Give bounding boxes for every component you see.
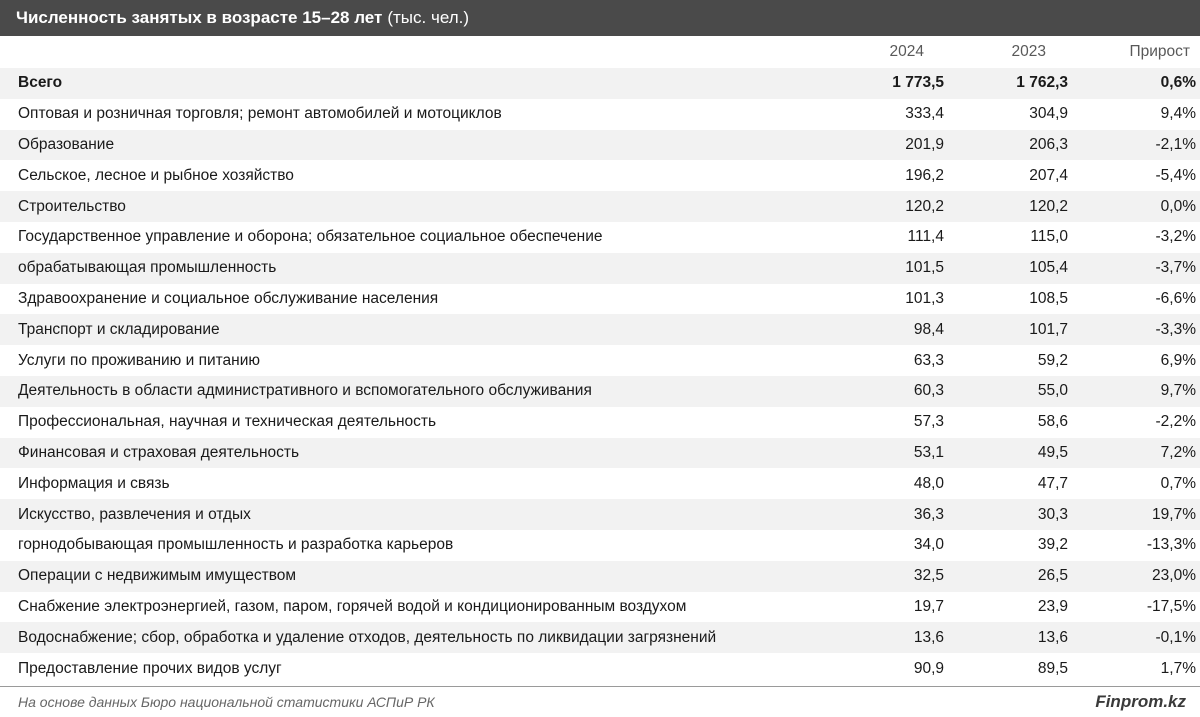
row-label: горнодобывающая промышленность и разработка карьеров xyxy=(18,536,454,554)
table-row xyxy=(0,622,1200,653)
row-label: Здравоохранение и социальное обслуживание населения xyxy=(18,289,439,307)
header-2023: 2023 xyxy=(1011,43,1046,60)
table-body xyxy=(0,68,1200,684)
row-value-2023: 58,6 xyxy=(1037,413,1068,431)
row-label: Транспорт и складирование xyxy=(18,320,220,338)
table-row xyxy=(0,253,1200,284)
row-growth: 7,2% xyxy=(1160,443,1196,461)
row-value-2023: 26,5 xyxy=(1037,567,1068,585)
row-value-2023: 207,4 xyxy=(1029,166,1068,184)
row-label: Искусство, развлечения и отдых xyxy=(18,505,251,523)
title-bar xyxy=(0,0,1200,36)
row-value-2023: 23,9 xyxy=(1037,597,1068,615)
row-label: Государственное управление и оборона; обязательное социальное обеспечение xyxy=(18,228,603,246)
row-growth: 19,7% xyxy=(1152,505,1196,523)
header-row xyxy=(0,36,1200,68)
total-value-2024: 1 773,5 xyxy=(892,74,944,92)
total-label: Всего xyxy=(18,74,63,92)
row-growth: -3,3% xyxy=(1155,320,1196,338)
row-value-2024: 201,9 xyxy=(905,135,944,153)
table-row xyxy=(0,222,1200,253)
row-label: Снабжение электроэнергией, газом, паром, горячей водой и кондиционированным воздухом xyxy=(18,597,687,615)
row-value-2023: 49,5 xyxy=(1037,443,1068,461)
row-value-2023: 39,2 xyxy=(1037,536,1068,554)
table-row xyxy=(0,468,1200,499)
row-label: Деятельность в области административного и вспомогательного обслуживания xyxy=(18,382,592,400)
total-row xyxy=(0,68,1200,99)
row-growth: -3,2% xyxy=(1155,228,1196,246)
table-row xyxy=(0,653,1200,684)
row-value-2023: 105,4 xyxy=(1029,259,1068,277)
row-value-2023: 47,7 xyxy=(1037,474,1068,492)
table-row xyxy=(0,191,1200,222)
row-value-2024: 13,6 xyxy=(913,628,944,646)
row-growth: -2,2% xyxy=(1155,413,1196,431)
row-label: Сельское, лесное и рыбное хозяйство xyxy=(18,166,294,184)
table-unit: (тыс. чел.) xyxy=(387,8,470,27)
row-growth: 23,0% xyxy=(1152,567,1196,585)
header-growth: Прирост xyxy=(1129,43,1190,60)
row-value-2024: 101,3 xyxy=(905,289,944,307)
header-name xyxy=(0,36,820,68)
row-value-2024: 34,0 xyxy=(913,536,944,554)
row-value-2024: 333,4 xyxy=(905,105,944,123)
row-value-2024: 120,2 xyxy=(905,197,944,215)
data-table xyxy=(0,36,1200,684)
row-value-2023: 206,3 xyxy=(1029,135,1068,153)
row-value-2024: 60,3 xyxy=(913,382,944,400)
row-value-2023: 59,2 xyxy=(1037,351,1068,369)
row-value-2023: 101,7 xyxy=(1029,320,1068,338)
table-row xyxy=(0,561,1200,592)
table-row xyxy=(0,376,1200,407)
row-value-2023: 304,9 xyxy=(1029,105,1068,123)
table-row xyxy=(0,499,1200,530)
row-growth: -6,6% xyxy=(1155,289,1196,307)
row-label: Предоставление прочих видов услуг xyxy=(18,659,282,677)
row-growth: -5,4% xyxy=(1155,166,1196,184)
table-row xyxy=(0,592,1200,623)
row-growth: 9,4% xyxy=(1160,105,1196,123)
table-row xyxy=(0,530,1200,561)
row-value-2023: 120,2 xyxy=(1029,197,1068,215)
row-growth: 9,7% xyxy=(1160,382,1196,400)
row-value-2024: 63,3 xyxy=(913,351,944,369)
row-growth: 0,0% xyxy=(1160,197,1196,215)
footer xyxy=(0,686,1200,717)
row-growth: 6,9% xyxy=(1160,351,1196,369)
row-growth: 1,7% xyxy=(1160,659,1196,677)
header-2024: 2024 xyxy=(889,43,924,60)
row-value-2024: 36,3 xyxy=(913,505,944,523)
row-value-2023: 13,6 xyxy=(1037,628,1068,646)
table-row xyxy=(0,130,1200,161)
source-note: На основе данных Бюро национальной статистики АСПиР РК xyxy=(18,694,435,710)
row-label: Финансовая и страховая деятельность xyxy=(18,443,300,461)
table-row xyxy=(0,314,1200,345)
row-label: обрабатывающая промышленность xyxy=(18,259,277,277)
row-value-2024: 98,4 xyxy=(913,320,944,338)
total-growth: 0,6% xyxy=(1160,74,1196,92)
row-growth: -2,1% xyxy=(1155,135,1196,153)
row-value-2024: 111,4 xyxy=(907,228,944,246)
row-label: Оптовая и розничная торговля; ремонт автомобилей и мотоциклов xyxy=(18,105,502,123)
total-value-2023: 1 762,3 xyxy=(1016,74,1068,92)
row-label: Строительство xyxy=(18,197,126,215)
row-growth: -0,1% xyxy=(1155,628,1196,646)
table-row xyxy=(0,407,1200,438)
row-value-2024: 196,2 xyxy=(905,166,944,184)
row-growth: -3,7% xyxy=(1155,259,1196,277)
brand-logo: Finprom.kz xyxy=(1095,692,1186,711)
row-value-2023: 108,5 xyxy=(1029,289,1068,307)
table-row xyxy=(0,284,1200,315)
row-label: Операции с недвижимым имуществом xyxy=(18,567,297,585)
row-value-2024: 48,0 xyxy=(913,474,944,492)
row-value-2024: 53,1 xyxy=(913,443,944,461)
table-row xyxy=(0,345,1200,376)
table-row xyxy=(0,438,1200,469)
row-value-2023: 89,5 xyxy=(1037,659,1068,677)
row-growth: -17,5% xyxy=(1146,597,1196,615)
table-row xyxy=(0,160,1200,191)
table-title: Численность занятых в возрасте 15–28 лет xyxy=(16,8,383,27)
row-value-2024: 57,3 xyxy=(913,413,944,431)
row-label: Водоснабжение; сбор, обработка и удаление отходов, деятельность по ликвидации загрязнений xyxy=(18,628,717,646)
row-growth: -13,3% xyxy=(1146,536,1196,554)
row-label: Информация и связь xyxy=(18,474,170,492)
row-value-2024: 90,9 xyxy=(913,659,944,677)
row-growth: 0,7% xyxy=(1160,474,1196,492)
row-value-2024: 101,5 xyxy=(905,259,944,277)
row-value-2023: 115,0 xyxy=(1030,228,1068,246)
row-label: Услуги по проживанию и питанию xyxy=(18,351,261,369)
table-row xyxy=(0,99,1200,130)
row-value-2024: 19,7 xyxy=(913,597,944,615)
row-value-2023: 30,3 xyxy=(1037,505,1068,523)
row-label: Образование xyxy=(18,135,115,153)
row-value-2023: 55,0 xyxy=(1037,382,1068,400)
row-label: Профессиональная, научная и техническая деятельность xyxy=(18,413,437,431)
row-value-2024: 32,5 xyxy=(913,567,944,585)
